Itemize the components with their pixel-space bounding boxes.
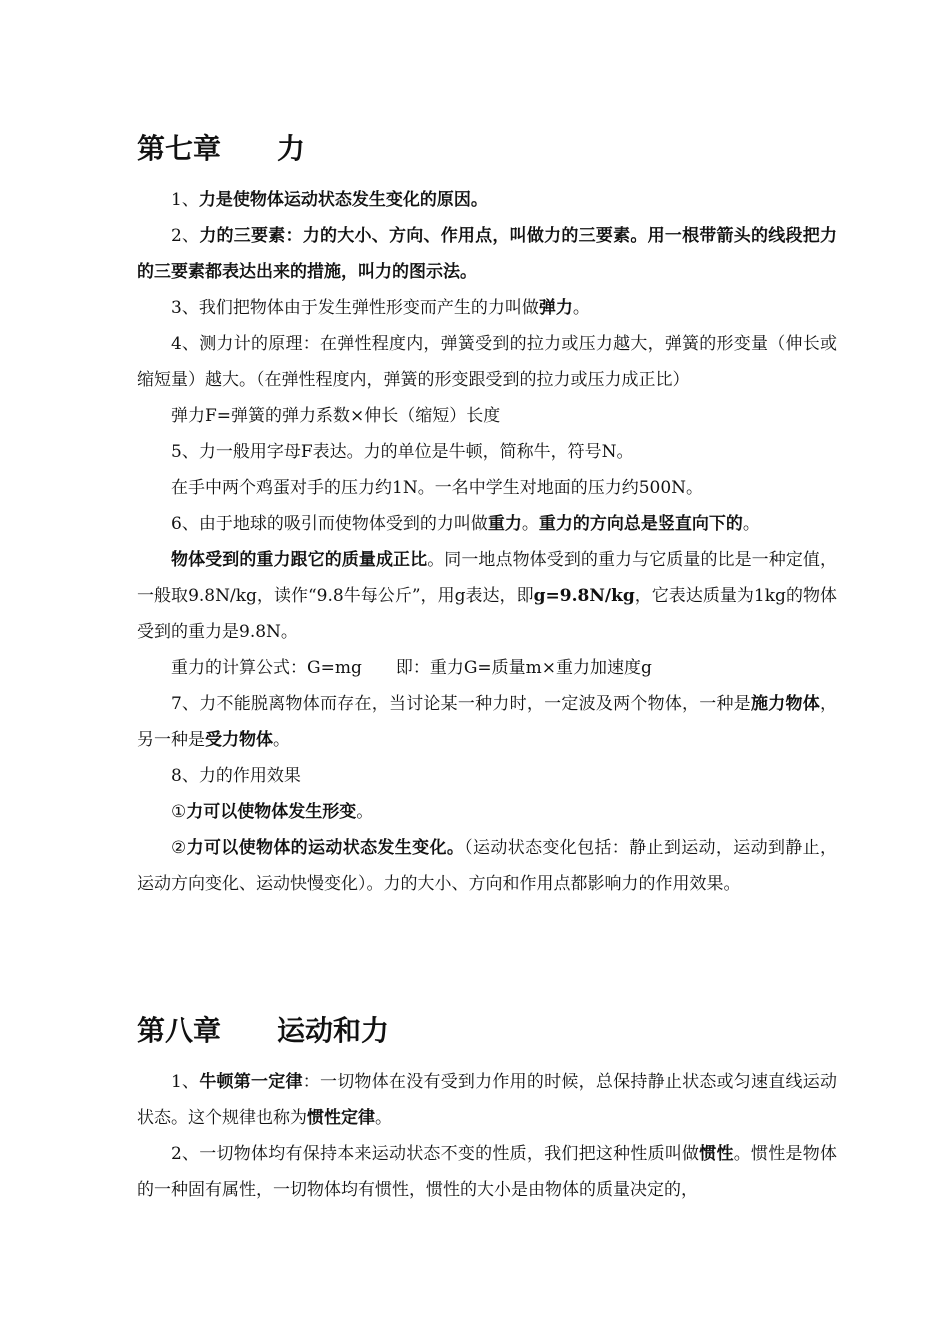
item-number: 2、 bbox=[171, 226, 200, 246]
bold-text: g=9.8N/kg bbox=[533, 586, 635, 606]
bold-text: 力可以使物体的运动状态发生变化。 bbox=[186, 838, 465, 858]
text: ，它表达质量为1kg的物体受到的重力是9.8N。 bbox=[137, 586, 837, 642]
text: 7、力不能脱离物体而存在，当讨论某一种力时，一定波及两个物体，一种是 bbox=[171, 694, 752, 714]
paragraph-7-2 bbox=[137, 218, 837, 290]
bold-text: 力的三要素：力的大小、方向、作用点，叫做力的三要素。用一根带箭头的线段把力的三要素都表达出来的措施，叫力的图示法。 bbox=[137, 226, 837, 282]
text: 2、一切物体均有保持本来运动状态不变的性质，我们把这种性质叫做 bbox=[171, 1144, 700, 1164]
paragraph-7-11 bbox=[137, 686, 837, 758]
bold-text: 重力的方向总是竖直向下的 bbox=[538, 514, 743, 534]
bold-text: 重力 bbox=[487, 514, 522, 534]
text: 。 bbox=[521, 514, 539, 534]
paragraph-7-13 bbox=[137, 794, 837, 830]
bold-text: 物体受到的重力跟它的质量成正比 bbox=[171, 550, 428, 570]
bold-text: 受力物体 bbox=[205, 730, 273, 750]
paragraph-7-10 bbox=[137, 650, 837, 686]
text: 。惯性是物体的一种固有属性，一切物体均有惯性，惯性的大小是由物体的质量决定的， bbox=[137, 1144, 837, 1200]
chapter-8-title: 第八章 运动和力 bbox=[137, 1014, 390, 1047]
bold-text: 力是使物体运动状态发生变化的原因。 bbox=[198, 190, 488, 210]
bold-text: 弹力 bbox=[538, 298, 573, 318]
bold-text: 惯性定律 bbox=[307, 1108, 375, 1128]
text: 在手中两个鸡蛋对手的压力约1N。一名中学生对地面的压力约500N。 bbox=[171, 478, 704, 498]
paragraph-7-9 bbox=[137, 542, 837, 650]
text: 。 bbox=[356, 802, 374, 822]
paragraph-7-8 bbox=[137, 506, 837, 542]
text: 1、 bbox=[171, 1072, 200, 1092]
chapter-7-body bbox=[137, 182, 837, 902]
text: 6、由于地球的吸引而使物体受到的力叫做 bbox=[171, 514, 488, 534]
chapter-8-body bbox=[137, 1064, 837, 1208]
item-number: ① bbox=[171, 802, 187, 822]
text: ：一切物体在没有受到力作用的时候，总保持静止状态或匀速直线运动状态。这个规律也称为 bbox=[137, 1072, 838, 1128]
text: 3、我们把物体由于发生弹性形变而产生的力叫做 bbox=[171, 298, 539, 318]
paragraph-8-1 bbox=[137, 1064, 837, 1136]
bold-text: 力可以使物体发生形变 bbox=[186, 802, 357, 822]
text: 5、力一般用字母F表达。力的单位是牛顿，简称牛，符号N。 bbox=[171, 442, 634, 462]
text: 。 bbox=[742, 514, 760, 534]
text: （运动状态变化包括：静止到运动，运动到静止，运动方向变化、运动快慢变化）。力的大小、方向和作用点都影响力的作用效果。 bbox=[137, 838, 837, 894]
paragraph-7-12 bbox=[137, 758, 837, 794]
paragraph-7-14 bbox=[137, 830, 837, 902]
paragraph-7-7 bbox=[137, 470, 837, 506]
text: 。同一地点物体受到的重力与它质量的比是一种定值，一般取9.8N/kg，读作“9.8牛每公斤”，用g表达，即 bbox=[137, 550, 838, 606]
bold-text: 惯性 bbox=[699, 1144, 734, 1164]
paragraph-7-3 bbox=[137, 290, 837, 326]
paragraph-8-2 bbox=[137, 1136, 837, 1208]
text: ，另一种是 bbox=[137, 694, 837, 750]
paragraph-7-4 bbox=[137, 326, 837, 398]
bold-text: 牛顿第一定律 bbox=[199, 1072, 303, 1092]
text: 重力的计算公式：G=mg 即：重力G=质量m×重力加速度g bbox=[171, 658, 652, 678]
text: 4、测力计的原理：在弹性程度内，弹簧受到的拉力或压力越大，弹簧的形变量（伸长或缩短量）越大。（在弹性程度内，弹簧的形变跟受到的拉力或压力成正比） bbox=[137, 334, 837, 390]
bold-text: 施力物体 bbox=[751, 694, 820, 714]
item-number: ② bbox=[171, 838, 187, 858]
text: 。 bbox=[572, 298, 590, 318]
text: 弹力F=弹簧的弹力系数×伸长（缩短）长度 bbox=[171, 406, 501, 426]
paragraph-7-1 bbox=[137, 182, 837, 218]
paragraph-7-5 bbox=[137, 398, 837, 434]
chapter-7-title: 第七章 力 bbox=[137, 132, 306, 165]
text: 。 bbox=[375, 1108, 392, 1128]
text: 。 bbox=[273, 730, 290, 750]
item-number: 1、 bbox=[171, 190, 199, 210]
text: 8、力的作用效果 bbox=[171, 766, 301, 786]
paragraph-7-6 bbox=[137, 434, 837, 470]
